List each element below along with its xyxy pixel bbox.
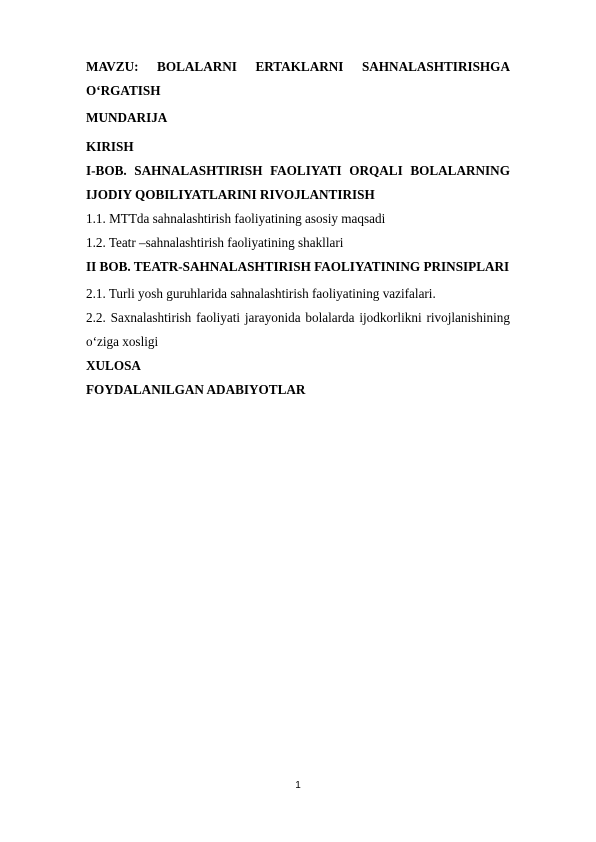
title-line-1 <box>86 55 510 79</box>
page-number: 1 <box>295 780 301 791</box>
toc-chapter-1-word: SAHNALASHTIRISH <box>134 163 263 178</box>
toc-chapter-1-word: FAOLIYATI <box>270 163 342 178</box>
title-word: ERTAKLARNI <box>255 59 344 74</box>
toc-section-2-2: 2.2. Saxnalashtirish faoliyati jarayonida bolalarda ijodkorlikni rivojlanishining o‘ziga xosligi <box>86 310 510 349</box>
toc-conclusion: XULOSA <box>86 358 141 373</box>
toc-chapter-1-word: I-BOB. <box>86 163 127 178</box>
toc-chapter-1-line-1 <box>86 159 510 183</box>
document-page <box>86 55 510 402</box>
toc-section-1-2: 1.2. Teatr –sahnalashtirish faoliyatining shakllari <box>86 235 344 250</box>
title-word: SAHNALASHTIRISHGA <box>361 59 510 74</box>
toc-chapter-1-line-2: IJODIY QOBILIYATLARINI RIVOJLANTIRISH <box>86 187 375 202</box>
toc-section-2-1: 2.1. Turli yosh guruhlarida sahnalashtirish faoliyatining vazifalari. <box>86 286 436 301</box>
toc-chapter-2: II BOB. TEATR-SAHNALASHTIRISH FAOLIYATINING PRINSIPLARI <box>86 259 510 274</box>
toc-intro: KIRISH <box>86 139 134 154</box>
toc-section-1-1: 1.1. MTTda sahnalashtirish faoliyatining asosiy maqsadi <box>86 211 386 226</box>
toc-chapter-1-word: ORQALI <box>349 163 403 178</box>
toc-references: FOYDALANILGAN ADABIYOTLAR <box>86 382 306 397</box>
contents-heading: MUNDARIJA <box>86 110 168 125</box>
title-line-2: O‘RGATISH <box>86 83 161 98</box>
title-word: MAVZU: <box>86 59 139 74</box>
toc-chapter-1-word: BOLALARNING <box>410 163 510 178</box>
title-word: BOLALARNI <box>157 59 237 74</box>
